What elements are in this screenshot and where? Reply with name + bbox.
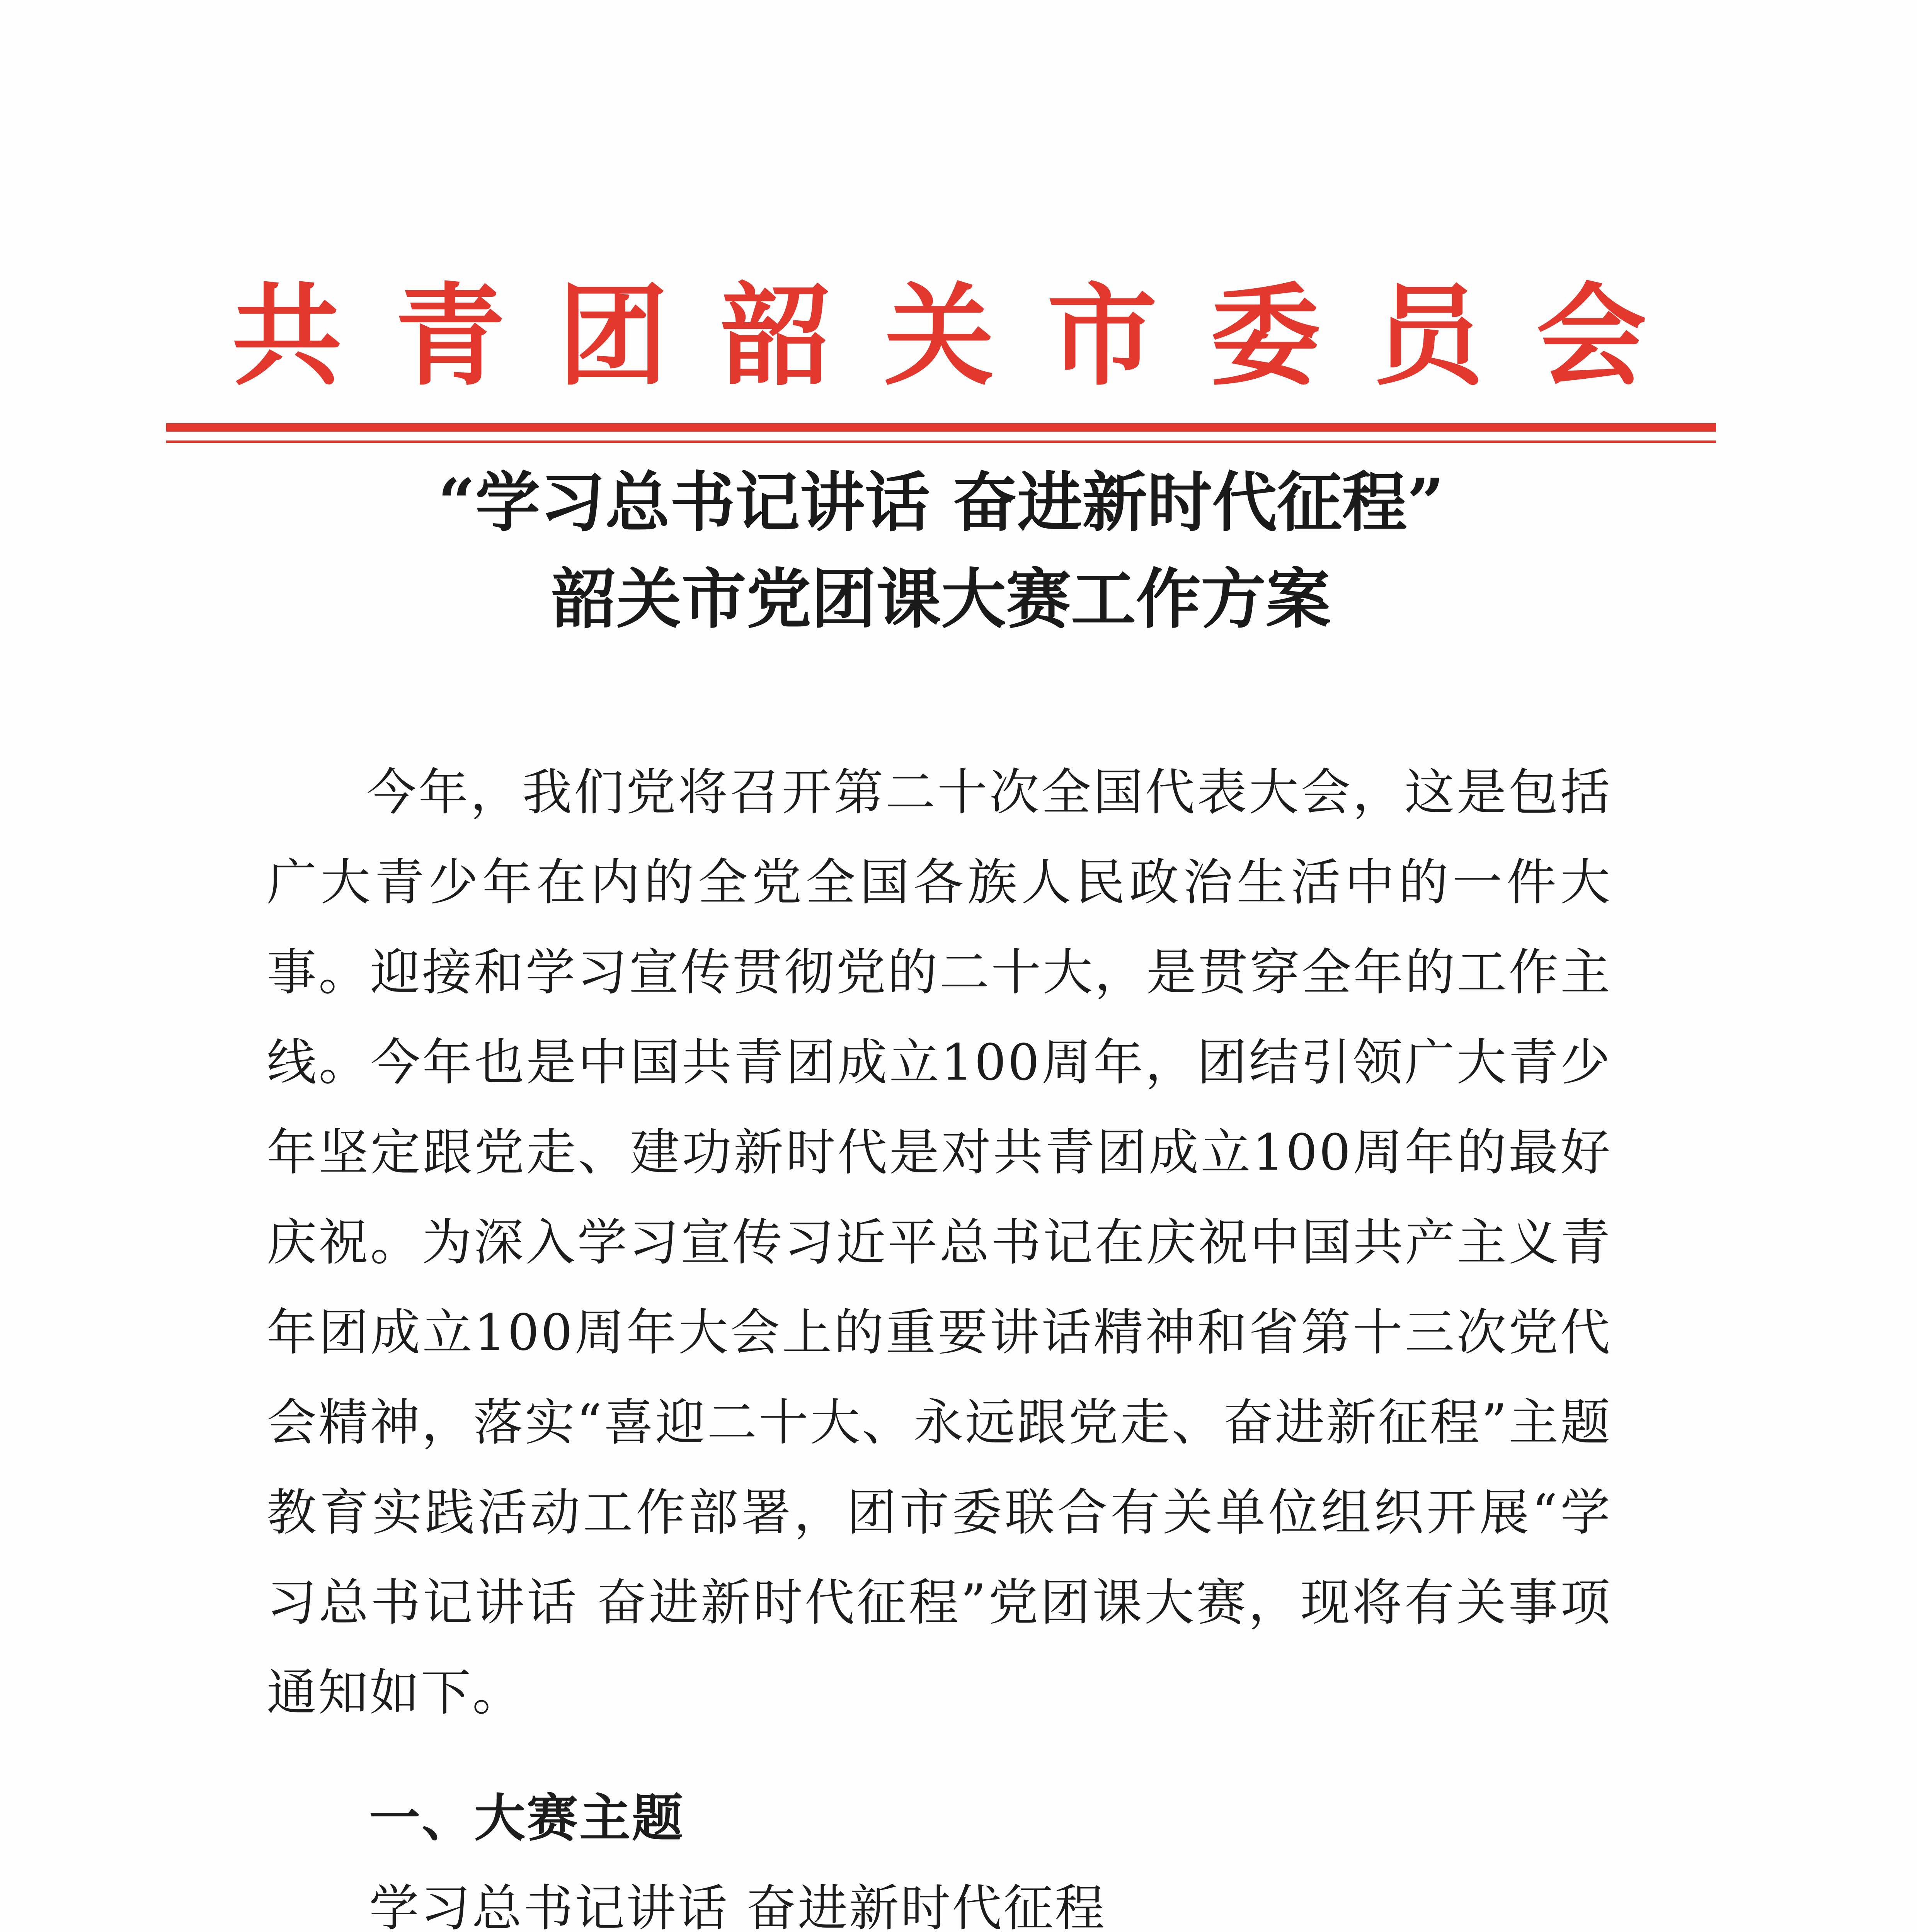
section-1-heading: 一、大赛主题 (369, 1789, 684, 1848)
letterhead-char: 青 (395, 271, 505, 401)
letterhead-char: 团 (558, 271, 668, 401)
letterhead-char: 委 (1210, 271, 1321, 401)
section-1-body: 学习总书记讲话 奋进新时代征程 (369, 1879, 1107, 1932)
letterhead-title (232, 270, 1646, 402)
letterhead-char: 共 (232, 271, 342, 401)
letterhead-char: 会 (1536, 271, 1646, 401)
letterhead-rule-thin (166, 440, 1716, 443)
letterhead-char: 韶 (721, 271, 831, 401)
intro-paragraph: 今年，我们党将召开第二十次全国代表大会，这是包括广大青少年在内的全党全国各族人民政治生活中的一件大事。迎接和学习宣传贯彻党的二十大，是贯穿全年的工作主线。今年也是中国共青团成立100周年，团结引领广大青少年坚定跟党走、建功新时代是对共青团成立100周年的最好庆祝。为深入学习宣传习近平总书记在庆祝中国共产主义青年团成立100周年大会上的重要讲话精神和省第十三次党代会精神，落实“喜迎二十大、永远跟党走、奋进新征程”主题教育实践活动工作部署，团市委联合有关单位组织开展“学习总书记讲话 奋进新时代征程”党团课大赛，现将有关事项通知如下。 (267, 764, 1612, 1722)
document-title-line-2: 韶关市党团课大赛工作方案 (552, 561, 1331, 637)
letterhead-rule-thick (166, 423, 1716, 432)
document-title-line-1: “学习总书记讲话 奋进新时代征程” (438, 464, 1444, 541)
letterhead-char: 市 (1047, 271, 1158, 401)
letterhead-char: 关 (884, 271, 994, 401)
letterhead-char: 员 (1373, 271, 1484, 401)
